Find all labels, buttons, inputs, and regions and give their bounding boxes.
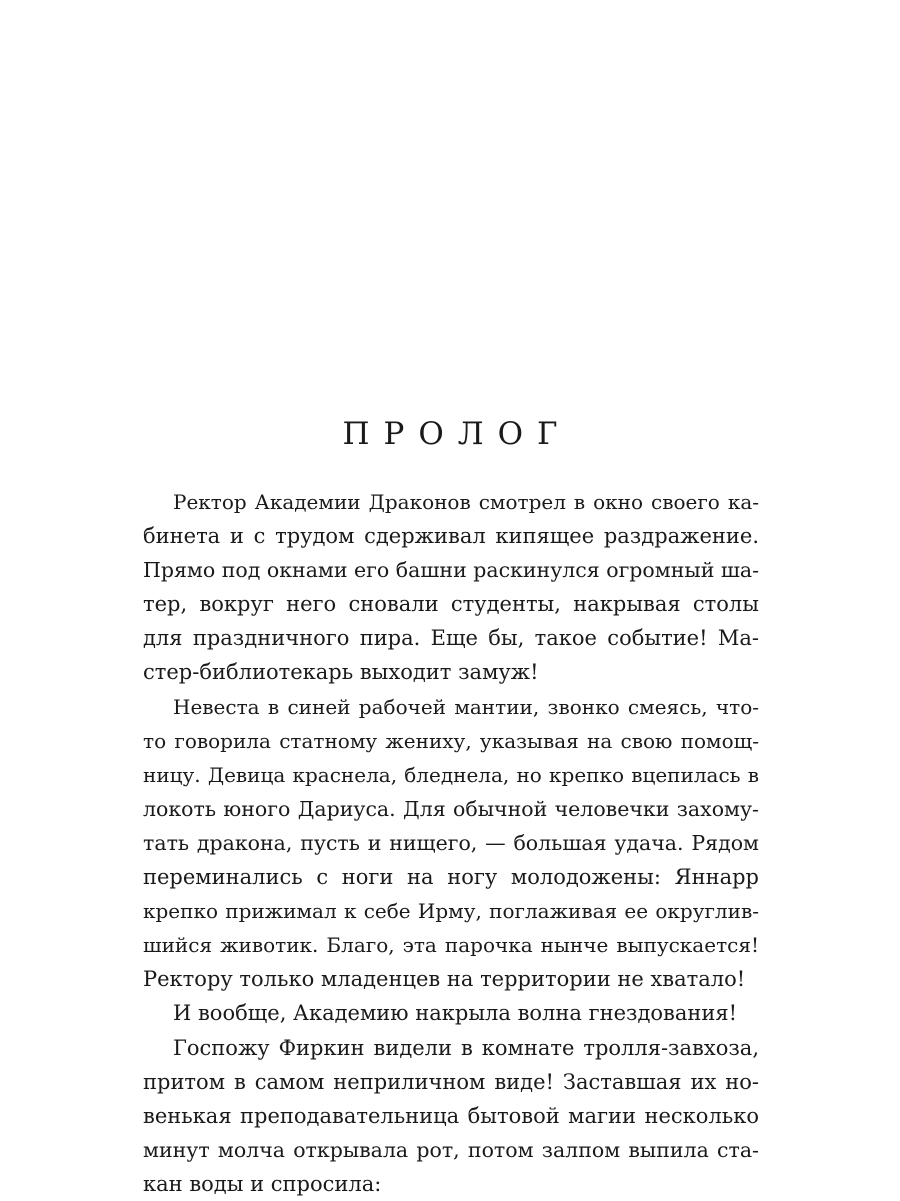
text-line: бинета и с трудом сдерживал кипящее раздражение. [143,524,759,549]
text-line: шийся животик. Благо, эта парочка нынче выпускается! [143,933,759,958]
text-line: Госпожу Фиркин видели в комнате тролля-завхоза, [173,1035,759,1060]
text-line: Ректор Академии Драконов смотрел в окно своего ка- [173,490,759,514]
text-line: тер, вокруг него сновали студенты, накрывая столы [143,592,759,617]
text-line: притом в самом неприличном виде! Заставшая их но- [143,1069,759,1094]
body-text [143,485,759,1201]
text-line: переминались с ноги на ногу молодожены: Яннарр [143,865,759,890]
text-line: венькая преподавательница бытовой магии несколько [143,1103,759,1128]
text-line: то говорила статному жениху, указывая на свою помощ- [143,728,759,753]
text-line: кан воды и спросила: [143,1171,382,1196]
text-line: И вообще, Академию накрыла волна гнездования! [173,1001,738,1026]
chapter-title: ПРОЛОГ [342,416,572,452]
text-line: Прямо под окнами его башни раскинулся огромный ша- [143,558,759,583]
text-line: Невеста в синей рабочей мантии, звонко смеясь, что- [173,694,759,719]
text-line: крепко прижимал к себе Ирму, поглаживая ее округлив- [143,899,759,924]
text-line: Ректору только младенцев на территории не хватало! [143,967,746,992]
text-line: тать дракона, пусть и нищего, — большая удача. Рядом [143,830,759,855]
text-line: для праздничного пира. Еще бы, такое событие! Ма- [143,626,759,651]
text-line: минут молча открывала рот, потом залпом выпила ста- [143,1137,759,1162]
text-line: локоть юного Дариуса. Для обычной человечки захому- [143,796,759,821]
text-line: стер-библиотекарь выходит замуж! [143,660,539,685]
text-line: ницу. Девица краснела, бледнела, но крепко вцепилась в [143,762,759,787]
